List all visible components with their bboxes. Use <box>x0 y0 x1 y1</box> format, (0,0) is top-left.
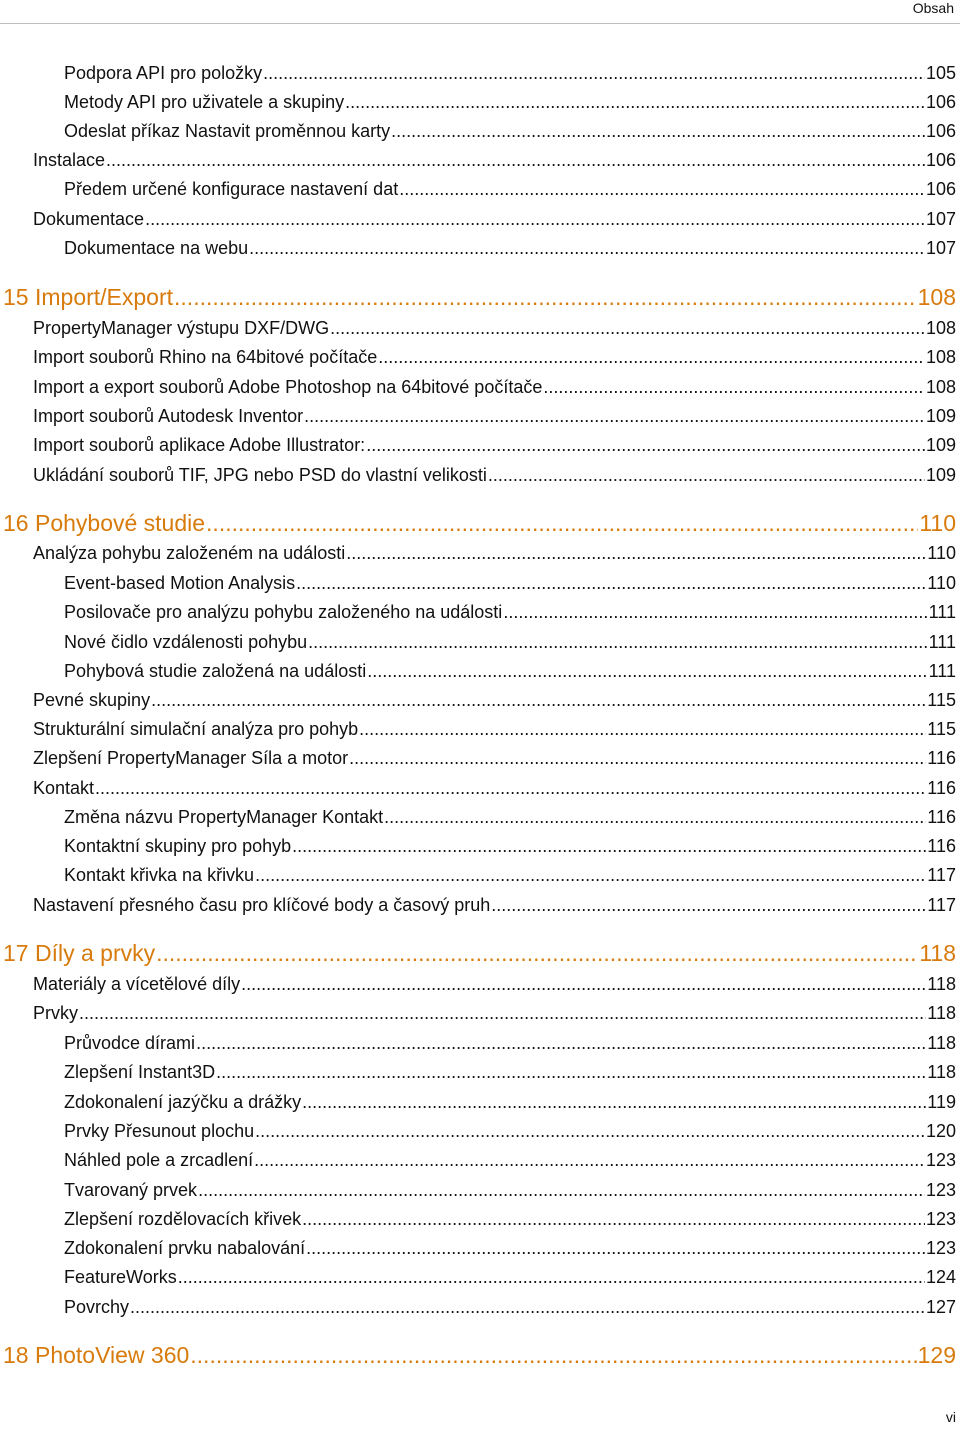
toc-entry-title: Pohybová studie založená na události <box>64 661 367 681</box>
toc-entry-page: 116 <box>927 778 956 798</box>
toc-section-entry[interactable] <box>33 376 956 398</box>
toc-section-entry[interactable] <box>33 718 956 740</box>
toc-dot-leader <box>346 542 926 564</box>
toc-entry-page: 106 <box>925 150 956 170</box>
toc-entry-title: Prvky <box>33 1003 78 1023</box>
toc-dot-leader <box>263 62 925 84</box>
toc-entry-title: Nastavení přesného času pro klíčové body a časový pruh <box>33 895 491 915</box>
toc-entry-title: Import souborů Autodesk Inventor <box>33 406 304 426</box>
toc-entry-page: 123 <box>925 1150 956 1170</box>
toc-section-entry[interactable] <box>33 208 956 230</box>
toc-dot-leader <box>391 120 925 142</box>
toc-entry-page: 115 <box>927 690 956 710</box>
toc-entry-page: 119 <box>927 1092 956 1112</box>
toc-dot-leader <box>241 973 926 995</box>
toc-entry-title: Pevné skupiny <box>33 690 151 710</box>
toc-chapter-entry[interactable] <box>3 1341 956 1369</box>
toc-entry-page: 111 <box>928 661 956 681</box>
toc-entry-page: 115 <box>927 719 956 739</box>
toc-entry-title: Import a export souborů Adobe Photoshop na 64bitové počítače <box>33 377 543 397</box>
toc-dot-leader <box>198 1179 925 1201</box>
toc-subsection-entry[interactable] <box>64 1032 956 1054</box>
toc-entry-page: 118 <box>927 974 956 994</box>
toc-entry-title: Materiály a vícetělové díly <box>33 974 241 994</box>
toc-entry-page: 108 <box>925 318 956 338</box>
toc-entry-title: Kontakt <box>33 778 95 798</box>
toc-entry-page: 107 <box>925 238 956 258</box>
toc-dot-leader <box>216 1061 926 1083</box>
toc-entry-page: 118 <box>927 1062 956 1082</box>
toc-section-entry[interactable] <box>33 777 956 799</box>
toc-entry-page: 116 <box>927 807 956 827</box>
toc-entry-title: Podpora API pro položky <box>64 63 263 83</box>
toc-entry-page: 117 <box>927 895 956 915</box>
toc-entry-title: Zdokonalení prvku nabalování <box>64 1238 306 1258</box>
toc-dot-leader <box>330 317 925 339</box>
toc-section-entry[interactable] <box>33 894 956 916</box>
toc-entry-title: Metody API pro uživatele a skupiny <box>64 92 345 112</box>
toc-dot-leader <box>174 283 917 311</box>
toc-dot-leader <box>543 376 925 398</box>
toc-section-entry[interactable] <box>33 405 956 427</box>
toc-entry-page: 124 <box>925 1267 956 1287</box>
toc-entry-page: 123 <box>925 1238 956 1258</box>
toc-subsection-entry[interactable] <box>64 91 956 113</box>
toc-dot-leader <box>249 237 925 259</box>
toc-entry-title: Posilovače pro analýzu pohybu založeného na události <box>64 602 503 622</box>
toc-entry-page: 108 <box>925 377 956 397</box>
toc-chapter-entry[interactable] <box>3 509 956 537</box>
toc-entry-title: 17 Díly a prvky <box>3 940 156 966</box>
toc-entry-title: Zdokonalení jazýčku a drážky <box>64 1092 302 1112</box>
header-section-title: Obsah <box>912 0 954 16</box>
toc-dot-leader <box>503 601 927 623</box>
toc-section-entry[interactable] <box>33 542 956 564</box>
toc-subsection-entry[interactable] <box>64 1237 956 1259</box>
toc-dot-leader <box>130 1296 925 1318</box>
toc-dot-leader <box>156 939 918 967</box>
toc-entry-title: Dokumentace na webu <box>64 238 249 258</box>
toc-entry-title: Analýza pohybu založeném na události <box>33 543 346 563</box>
toc-dot-leader <box>95 777 926 799</box>
toc-subsection-entry[interactable] <box>64 660 956 682</box>
toc-dot-leader <box>151 689 926 711</box>
toc-entry-title: Povrchy <box>64 1297 130 1317</box>
toc-dot-leader <box>491 894 926 916</box>
toc-subsection-entry[interactable] <box>64 1266 956 1288</box>
toc-entry-page: 127 <box>925 1297 956 1317</box>
toc-subsection-entry[interactable] <box>64 120 956 142</box>
toc-subsection-entry[interactable] <box>64 237 956 259</box>
toc-section-entry[interactable] <box>33 747 956 769</box>
toc-section-entry[interactable] <box>33 149 956 171</box>
toc-entry-title: Event-based Motion Analysis <box>64 573 296 593</box>
toc-entry-title: Import souborů Rhino na 64bitové počítače <box>33 347 378 367</box>
toc-dot-leader <box>255 1120 925 1142</box>
toc-dot-leader <box>206 509 918 537</box>
toc-dot-leader <box>106 149 925 171</box>
toc-dot-leader <box>178 1266 925 1288</box>
toc-entry-page: 129 <box>917 1342 956 1368</box>
toc-entry-page: 123 <box>925 1209 956 1229</box>
toc-entry-page: 111 <box>928 632 956 652</box>
toc-entry-title: Kontaktní skupiny pro pohyb <box>64 836 292 856</box>
toc-entry-page: 109 <box>925 465 956 485</box>
toc-subsection-entry[interactable] <box>64 864 956 886</box>
toc-dot-leader <box>349 747 926 769</box>
toc-entry-title: Odeslat příkaz Nastavit proměnnou karty <box>64 121 391 141</box>
toc-dot-leader <box>367 660 927 682</box>
toc-section-entry[interactable] <box>33 464 956 486</box>
toc-entry-page: 105 <box>925 63 956 83</box>
toc-dot-leader <box>79 1002 926 1024</box>
toc-section-entry[interactable] <box>33 1002 956 1024</box>
toc-dot-leader <box>196 1032 926 1054</box>
toc-entry-title: 16 Pohybové studie <box>3 510 206 536</box>
toc-dot-leader <box>488 464 925 486</box>
toc-dot-leader <box>145 208 925 230</box>
toc-entry-page: 116 <box>927 836 956 856</box>
toc-dot-leader <box>254 1149 925 1171</box>
toc-entry-title: Dokumentace <box>33 209 145 229</box>
toc-dot-leader <box>296 572 926 594</box>
toc-dot-leader <box>366 434 925 456</box>
header-divider <box>0 23 960 24</box>
toc-entry-title: Strukturální simulační analýza pro pohyb <box>33 719 359 739</box>
toc-subsection-entry[interactable] <box>64 1061 956 1083</box>
toc-dot-leader <box>304 405 925 427</box>
toc-dot-leader <box>190 1341 916 1369</box>
toc-section-entry[interactable] <box>33 317 956 339</box>
toc-entry-title: Instalace <box>33 150 106 170</box>
page-number: vi <box>945 1409 956 1425</box>
toc-subsection-entry[interactable] <box>64 1296 956 1318</box>
toc-subsection-entry[interactable] <box>64 1208 956 1230</box>
toc-subsection-entry[interactable] <box>64 178 956 200</box>
toc-dot-leader <box>292 835 926 857</box>
toc-entry-title: 18 PhotoView 360 <box>3 1342 190 1368</box>
toc-subsection-entry[interactable] <box>64 1149 956 1171</box>
toc-entry-page: 110 <box>927 573 956 593</box>
toc-subsection-entry[interactable] <box>64 631 956 653</box>
toc-subsection-entry[interactable] <box>64 572 956 594</box>
toc-entry-page: 106 <box>925 179 956 199</box>
toc-entry-page: 108 <box>917 284 956 310</box>
toc-entry-page: 107 <box>925 209 956 229</box>
toc-entry-page: 123 <box>925 1180 956 1200</box>
toc-subsection-entry[interactable] <box>64 835 956 857</box>
toc-entry-page: 110 <box>927 543 956 563</box>
toc-entry-page: 117 <box>927 865 956 885</box>
toc-entry-page: 106 <box>925 121 956 141</box>
toc-subsection-entry[interactable] <box>64 806 956 828</box>
toc-section-entry[interactable] <box>33 973 956 995</box>
toc-entry-page: 106 <box>925 92 956 112</box>
toc-section-entry[interactable] <box>33 346 956 368</box>
toc-dot-leader <box>302 1208 925 1230</box>
toc-entry-title: Prvky Přesunout plochu <box>64 1121 255 1141</box>
toc-section-entry[interactable] <box>33 434 956 456</box>
toc-entry-page: 109 <box>925 435 956 455</box>
toc-dot-leader <box>308 631 927 653</box>
toc-subsection-entry[interactable] <box>64 1120 956 1142</box>
toc-entry-title: Změna názvu PropertyManager Kontakt <box>64 807 384 827</box>
toc-entry-title: Zlepšení PropertyManager Síla a motor <box>33 748 349 768</box>
toc-dot-leader <box>255 864 926 886</box>
toc-subsection-entry[interactable] <box>64 62 956 84</box>
toc-entry-page: 109 <box>925 406 956 426</box>
toc-dot-leader <box>378 346 925 368</box>
toc-entry-title: Ukládání souborů TIF, JPG nebo PSD do vlastní velikosti <box>33 465 487 485</box>
toc-dot-leader <box>345 91 925 113</box>
toc-entry-page: 116 <box>927 748 956 768</box>
toc-entry-page: 110 <box>919 510 956 536</box>
toc-entry-title: Zlepšení rozdělovacích křivek <box>64 1209 302 1229</box>
toc-dot-leader <box>306 1237 925 1259</box>
toc-entry-title: Průvodce dírami <box>64 1033 196 1053</box>
toc-dot-leader <box>384 806 926 828</box>
toc-entry-title: 15 Import/Export <box>3 284 174 310</box>
toc-entry-title: Náhled pole a zrcadlení <box>64 1150 254 1170</box>
toc-subsection-entry[interactable] <box>64 1091 956 1113</box>
toc-dot-leader <box>359 718 926 740</box>
toc-entry-title: Předem určené konfigurace nastavení dat <box>64 179 399 199</box>
toc-chapter-entry[interactable] <box>3 283 956 311</box>
toc-entry-title: Tvarovaný prvek <box>64 1180 198 1200</box>
toc-entry-title: PropertyManager výstupu DXF/DWG <box>33 318 330 338</box>
toc-chapter-entry[interactable] <box>3 939 956 967</box>
toc-entry-title: Nové čidlo vzdálenosti pohybu <box>64 632 308 652</box>
toc-entry-page: 118 <box>927 1033 956 1053</box>
toc-entry-title: Zlepšení Instant3D <box>64 1062 216 1082</box>
toc-subsection-entry[interactable] <box>64 1179 956 1201</box>
toc-subsection-entry[interactable] <box>64 601 956 623</box>
toc-entry-page: 118 <box>919 940 956 966</box>
toc-dot-leader <box>399 178 925 200</box>
toc-entry-title: Kontakt křivka na křivku <box>64 865 255 885</box>
toc-entry-page: 118 <box>927 1003 956 1023</box>
toc-entry-page: 108 <box>925 347 956 367</box>
toc-entry-title: Import souborů aplikace Adobe Illustrator: <box>33 435 366 455</box>
toc-entry-page: 111 <box>928 602 956 622</box>
toc-section-entry[interactable] <box>33 689 956 711</box>
toc-entry-page: 120 <box>925 1121 956 1141</box>
toc-dot-leader <box>302 1091 926 1113</box>
toc-entry-title: FeatureWorks <box>64 1267 177 1287</box>
